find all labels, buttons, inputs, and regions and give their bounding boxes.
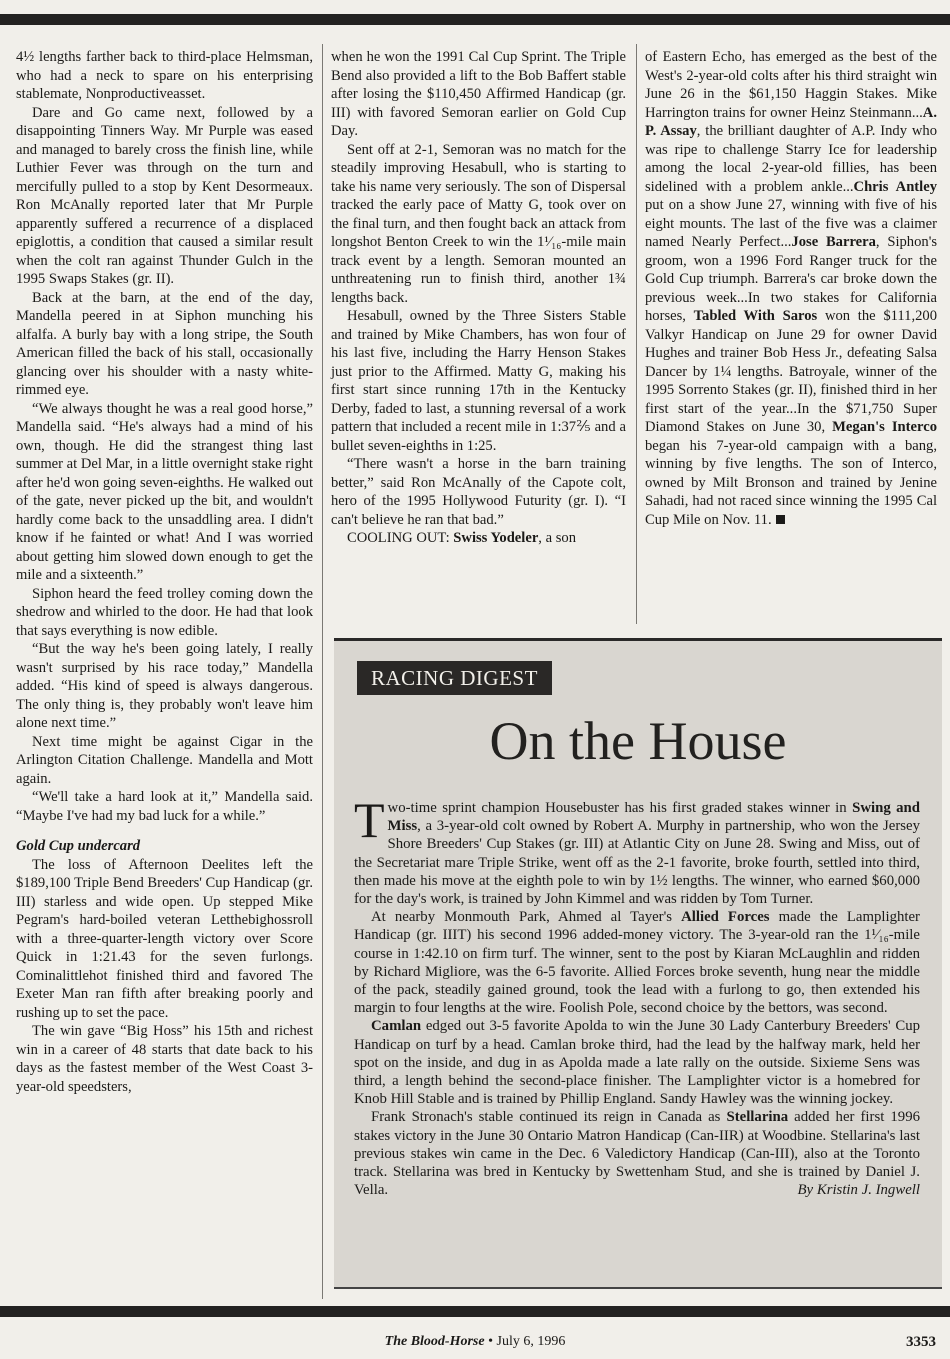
digest-label: RACING DIGEST <box>357 661 552 695</box>
paragraph: Back at the barn, at the end of the day, Mandella peered in at Siphon munching his alfalfa. A burly bay with a long stripe, the South American filled the back of his stall, occasionally glancing over his shoulder with a nasty white-rimmed eye. <box>16 289 313 398</box>
paragraph: Frank Stronach's stable continued its reign in Canada as Stellarina added her first 1996 stakes victory in the June 30 Ontario Matron Handicap (Can-IIR) at Woodbine. Stellarina's last previous stakes win came in the Dec. 6 Valedictory Handicap (Can-III), also at the Toronto track. Stellarina was bred in Kentucky by Swettenham Stud, and she is trained by Daniel J. Vella. By Kristin J. Ingwell <box>354 1109 920 1199</box>
paragraph: 4½ lengths farther back to third-place Helmsman, who had a neck to spare on his enterprising stablemate, Nonproductiveasset. <box>16 49 313 102</box>
article-column-3 <box>645 48 937 529</box>
publication-name: The Blood-Horse <box>384 1334 485 1349</box>
digest-body <box>354 792 921 1199</box>
end-mark-icon <box>776 515 785 524</box>
top-rule <box>0 14 950 25</box>
horse-name: Stellarina <box>726 1109 789 1126</box>
paragraph: of Eastern Echo, has emerged as the best of the West's 2-year-old colts after his third straight win June 26 in the $61,150 Haggin Stakes. Mike Harrington trains for owner Heinz Steinmann...A. P. Assay, the brilliant daughter of A.P. Indy who was ripe to challenge Starry Ice for leadership among the local 2-year-old fillies, has been sidelined with a problem ankle...Chris Antley put on a show June 27, winning with five of his eight mounts. The last of the five was a claimer named Nearly Perfect...Jose Barrera, Siphon's groom, won a 1996 Ford Ranger truck for the Gold Cup triumph. Barrera's car broke down the previous week...In two stakes for California horses, Tabled With Saros won the $111,200 Valkyr Handicap on June 29 for owner David Hughes and trainer Bob Hess Jr., defeating Salsa Dancer by 1¼ lengths. Batroyale, winner of the 1995 Sorrento Stakes (gr. II), finished third in her first start of the year...In the $71,750 Super Diamond Stakes on June 30, Megan's Interco began his 7-year-old campaign with a bang, winning by five lengths. The son of Interco, owned by Milt Bronson and trained by Jenine Sahadi, had not raced since winning the 1995 Cal Cup Mile on Nov. 11. <box>645 49 938 528</box>
digest-title: On the House <box>489 711 787 771</box>
paragraph: Two-time sprint champion Housebuster has his first graded stakes winner in Swing and Miss, a 3-year-old colt owned by Robert A. Murphy in partnership, who won the Jersey Shore Breeders' Cup Stakes (gr. III) at Atlantic City on June 28. Swing and Miss, out of the Secretariat mare Triple Strike, went off as the 2-1 favorite, broke fourth, settled into third, then made his move at the eighth pole to win by 1½ lengths. The winner, who earned $60,000 for the day's work, is trained by John Kimmel and was ridden by Tom Turner. <box>354 792 921 908</box>
section-subhead: Gold Cup undercard <box>16 838 141 854</box>
paragraph: Next time might be against Cigar in the Arlington Citation Challenge. Mandella and Mott again. <box>16 733 313 787</box>
page-footer <box>0 1334 950 1356</box>
column-divider <box>322 44 323 1299</box>
paragraph: The win gave “Big Hoss” his 15th and richest win in a career of 48 starts that date back to his days as the fastest member of the West Coast 3-year-old speedsters, <box>16 1023 313 1095</box>
jockey-name: Chris Antley <box>853 178 937 195</box>
racing-digest-box <box>334 638 942 1289</box>
paragraph: The loss of Afternoon Deelites left the $189,100 Triple Bend Breeders' Cup Handicap (gr. III) starless and wide open. Up stepped Mike Pegram's hard-boiled veteran Letthebighossroll with a three-quarter-length victory over Score Quick in 1:21.43 for the seven furlongs. Cominalittlehot finished third and favored The Exeter Man ran fifth after breaking poorly and rushing up to set the pace. <box>16 856 313 1021</box>
paragraph: Siphon heard the feed trolley coming down the shedrow and whirled to the door. He had that look that says everything is now edible. <box>16 585 313 639</box>
paragraph: “We always thought he was a real good horse,” Mandella said. “He's always had a mind of his own, though. He did the strangest thing last summer at Del Mar, in a little overnight stake right after he'd won going seven-eighths. He walked out of the gate, never picked up the bit, and wouldn't hardly come back to the unsaddling area. I didn't know if he fainted or what! And I was worried about getting him slowed down enough to get the mile and a sixteenth.” <box>16 400 313 583</box>
byline: By Kristin J. Ingwell <box>797 1182 920 1199</box>
paragraph: Dare and Go came next, followed by a disappointing Tinners Way. Mr Purple was eased and managed to barely cross the finish line, while Luthier Fever was through on the turn and mercifully pulled to a stop by Kent Desormeaux. Ron McAnally reported later that Mr Purple apparently suffered a recurrence of a displaced epiglottis, a condition that caused a similar result when the colt ran against Thunder Gulch in the 1995 Swaps Stakes (gr. II). <box>16 104 313 287</box>
horse-name: Megan's Interco <box>832 419 938 435</box>
paragraph: “We'll take a hard look at it,” Mandella said. “Maybe I've had my bad luck for a while.” <box>16 789 313 824</box>
article-column-1 <box>16 48 313 1096</box>
paragraph: At nearby Monmouth Park, Ahmed al Tayer's Allied Forces made the Lamplighter Handicap (gr. IIIT) his second 1996 added-money victory. The 3-year-old ran the 1¹⁄₁₆-mile course in 1:42.10 on firm turf. The winner, sent to the post by Kiaran McLaughlin and ridden by Richard Migliore, was the 6-5 favorite. Allied Forces broke seventh, hung near the middle of the pack, steadily gained ground, took the lead with a furlong to go, then extended his margin to four lengths at the wire. Foolish Pole, second choice by the bettors, was second. <box>354 909 920 1017</box>
cooling-out-label: COOLING OUT: <box>347 530 454 546</box>
drop-cap: T <box>354 792 385 848</box>
horse-name: Allied Forces <box>681 909 770 926</box>
paragraph: Sent off at 2-1, Semoran was no match for the steadily improving Hesabull, who is starting to take his name very seriously. The son of Dispersal tracked the early pace of Matty G, took over on the final turn, and then fought back an attack from longshot Benton Creek to win the 1¹⁄₁₆-mile main track event by a length. Semoran mounted an unthreatening run to finish third, another 1¾ lengths back. <box>331 141 626 306</box>
article-column-2 <box>331 48 626 548</box>
groom-name: Jose Barrera <box>791 234 876 250</box>
page-number: 3353 <box>906 1334 936 1350</box>
horse-name: A. P. Assay <box>645 104 937 139</box>
paragraph: when he won the 1991 Cal Cup Sprint. The Triple Bend also provided a lift to the Bob Baffert stable after losing the $110,450 Affirmed Handicap (gr. III) with favored Semoran earlier on Gold Cup Day. <box>331 49 626 139</box>
paragraph: COOLING OUT: Swiss Yodeler, a son <box>347 530 576 546</box>
horse-name: Swiss Yodeler <box>453 530 539 546</box>
paragraph: Camlan edged out 3-5 favorite Apolda to win the June 30 Lady Canterbury Breeders' Cup Handicap on turf by a head. Camlan broke third, had the lead by the halfway mark, held her spot on the inside, and dug in as Apolda made a late rally on the outside. Sixieme Sens was third, a length behind the second-place finisher. The Lamplighter victor is a homebred for Knob Hill Stable and is trained by Phillip England. Sandy Hawley was the winning jockey. <box>354 1018 920 1108</box>
horse-name: Swing and Miss <box>387 800 921 835</box>
horse-name: Tabled With Saros <box>693 308 818 324</box>
paragraph: “But the way he's been going lately, I really wasn't surprised by his race today,” Mandella added. “His kind of speed is always dangerous. The only thing is, they probably won't leave him alone next time.” <box>16 641 313 731</box>
paragraph: “There wasn't a horse in the barn training better,” said Ron McAnally of the Capote colt, hero of the 1995 Hollywood Futurity (gr. I). “I can't believe he ran that bad.” <box>331 456 626 528</box>
footer-publication <box>0 1334 950 1350</box>
column-divider <box>636 44 637 624</box>
paragraph: Hesabull, owned by the Three Sisters Stable and trained by Mike Chambers, has won four of his last five, including the Harry Henson Stakes just prior to the Affirmed. Matty G, making his first start since running 17th in the Kentucky Derby, faded to last, a stunning reversal of a work pattern that included a recent mile in 1:37⅖ and a bullet seven-eighths in 1:25. <box>331 308 626 454</box>
issue-date: • July 6, 1996 <box>484 1334 566 1349</box>
horse-name: Camlan <box>371 1018 422 1035</box>
bottom-rule <box>0 1306 950 1317</box>
